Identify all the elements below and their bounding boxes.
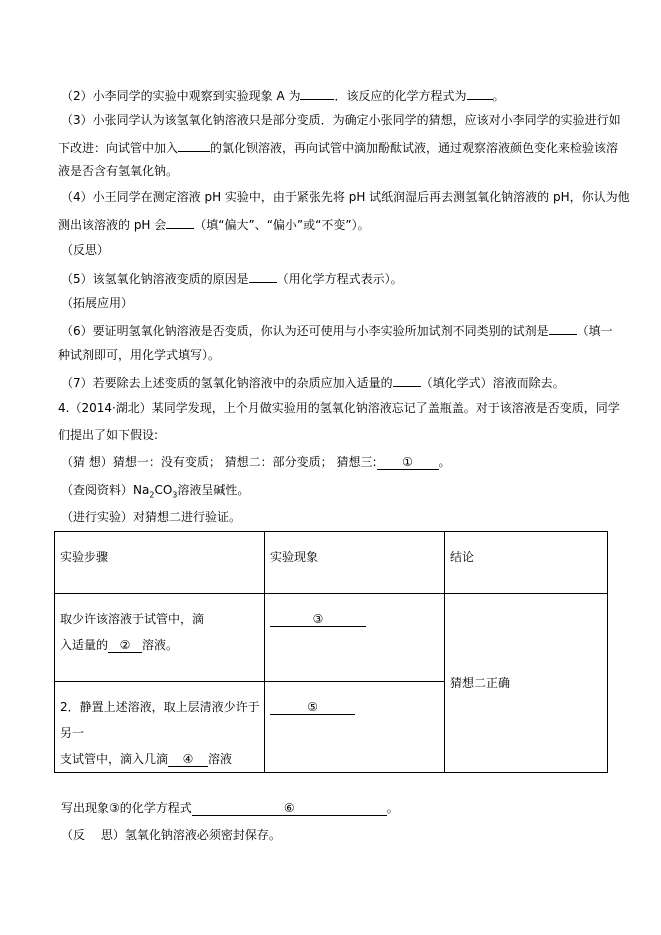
text: 支试管中，滴入几滴 bbox=[60, 752, 169, 766]
text: （2）小李同学的实验中观察到实验现象 A 为 bbox=[61, 89, 301, 103]
question-5 bbox=[61, 269, 403, 287]
conclusion-cell: 猜想二正确 bbox=[445, 594, 608, 773]
final-reflection: （反 思）氢氧化钠溶液必须密封保存。 bbox=[61, 828, 281, 842]
phenomenon-2 bbox=[265, 682, 445, 773]
table-row bbox=[55, 594, 608, 682]
text: （6）要证明氢氧化钠溶液是否变质，你认为还可使用与小李实验所加试剂不同类别的试剂是 bbox=[61, 324, 549, 338]
text: 取少许该溶液于试管中，滴 bbox=[60, 612, 205, 626]
problem-4-line-1: 4.（2014·湖北）某同学发现，上个月做实验用的氢氧化钠溶液忘记了盖瓶盖。对于该溶液是否变质，同学 bbox=[58, 401, 620, 415]
question-6-line-2: 种试剂即可，用化学式填写）。 bbox=[58, 348, 221, 362]
blank-4: ④ bbox=[168, 753, 208, 767]
blank bbox=[300, 86, 334, 100]
blank bbox=[467, 86, 493, 100]
text: 溶液呈碱性。 bbox=[177, 483, 250, 497]
question-2 bbox=[61, 86, 505, 104]
step-2 bbox=[55, 682, 265, 773]
text: 2．静置上述溶液，取上层清液少许于另一 bbox=[60, 700, 260, 740]
hypothesis-line bbox=[61, 454, 451, 470]
text: 。 bbox=[438, 455, 451, 469]
text: （7）若要除去上述变质的氢氧化钠溶液中的杂质应加入适量的 bbox=[61, 376, 393, 390]
header-phenomenon: 实验现象 bbox=[265, 532, 445, 594]
phenomenon-1 bbox=[265, 594, 445, 682]
text: 溶液 bbox=[208, 752, 233, 766]
text: CO bbox=[154, 483, 173, 497]
problem-4-line-2: 们提出了如下假设: bbox=[58, 428, 159, 442]
experiment-table bbox=[54, 531, 608, 773]
header-conclusion: 结论 bbox=[445, 532, 608, 594]
blank-5: ⑤ bbox=[270, 701, 355, 715]
text: 下改进：向试管中加入 bbox=[58, 141, 179, 155]
blank-1: ① bbox=[377, 456, 439, 470]
text: （查阅资料）Na bbox=[61, 483, 150, 497]
text: （猜 想）猜想一：没有变质； 猜想二：部分变质； 猜想三: bbox=[61, 455, 377, 469]
question-3-line-1: （3）小张同学认为该氢氧化钠溶液只是部分变质．为确定小张同学的猜想，应该对小李同学的实验进行如 bbox=[61, 113, 621, 127]
question-3-line-3: 液是否含有氢氧化钠。 bbox=[58, 164, 179, 178]
reflection-heading: （反思） bbox=[61, 243, 110, 257]
blank bbox=[249, 269, 277, 283]
text: （5）该氢氧化钠溶液变质的原因是 bbox=[61, 272, 249, 286]
extension-heading: （拓展应用） bbox=[61, 296, 134, 310]
question-6-line-1 bbox=[61, 321, 613, 339]
text: 写出现象③的化学方程式 bbox=[61, 801, 192, 815]
blank bbox=[178, 138, 210, 152]
experiment-line: （进行实验）对猜想二进行验证。 bbox=[61, 510, 242, 524]
question-7 bbox=[61, 373, 565, 391]
table-header-row bbox=[55, 532, 608, 594]
text: 。 bbox=[492, 89, 505, 103]
text: 入适量的 bbox=[60, 638, 109, 652]
blank-6: ⑥ bbox=[192, 802, 387, 816]
step-1 bbox=[55, 594, 265, 682]
text: （填一 bbox=[576, 324, 613, 338]
text: 测出该溶液的 pH 会 bbox=[58, 218, 167, 232]
text: 的氯化钡溶液，再向试管中滴加酚酞试液，通过观察溶液颜色变化来检验该溶 bbox=[210, 141, 619, 155]
text: （填化学式）溶液而除去。 bbox=[420, 376, 565, 390]
question-4-line-2 bbox=[58, 215, 370, 233]
text: ．该反应的化学方程式为 bbox=[334, 89, 467, 103]
blank-3: ③ bbox=[270, 613, 366, 627]
text: 溶液。 bbox=[142, 638, 179, 652]
text: （填“偏大”、“偏小”或“不变”）。 bbox=[194, 218, 370, 232]
blank bbox=[166, 215, 194, 229]
header-step: 实验步骤 bbox=[55, 532, 265, 594]
blank bbox=[393, 373, 421, 387]
equation-line bbox=[61, 800, 399, 816]
text: （用化学方程式表示）。 bbox=[276, 272, 403, 286]
question-3-line-2 bbox=[58, 138, 618, 156]
question-4-line-1: （4）小王同学在测定溶液 pH 实验中，由于紧张先将 pH 试纸润湿后再去测氢氧化钠溶液的 pH，你认为他 bbox=[61, 190, 630, 204]
text: 。 bbox=[386, 801, 399, 815]
reference-line bbox=[61, 482, 249, 503]
blank-2: ② bbox=[108, 639, 142, 653]
subscript: 3 bbox=[172, 490, 178, 500]
blank bbox=[549, 321, 577, 335]
subscript: 2 bbox=[149, 490, 155, 500]
